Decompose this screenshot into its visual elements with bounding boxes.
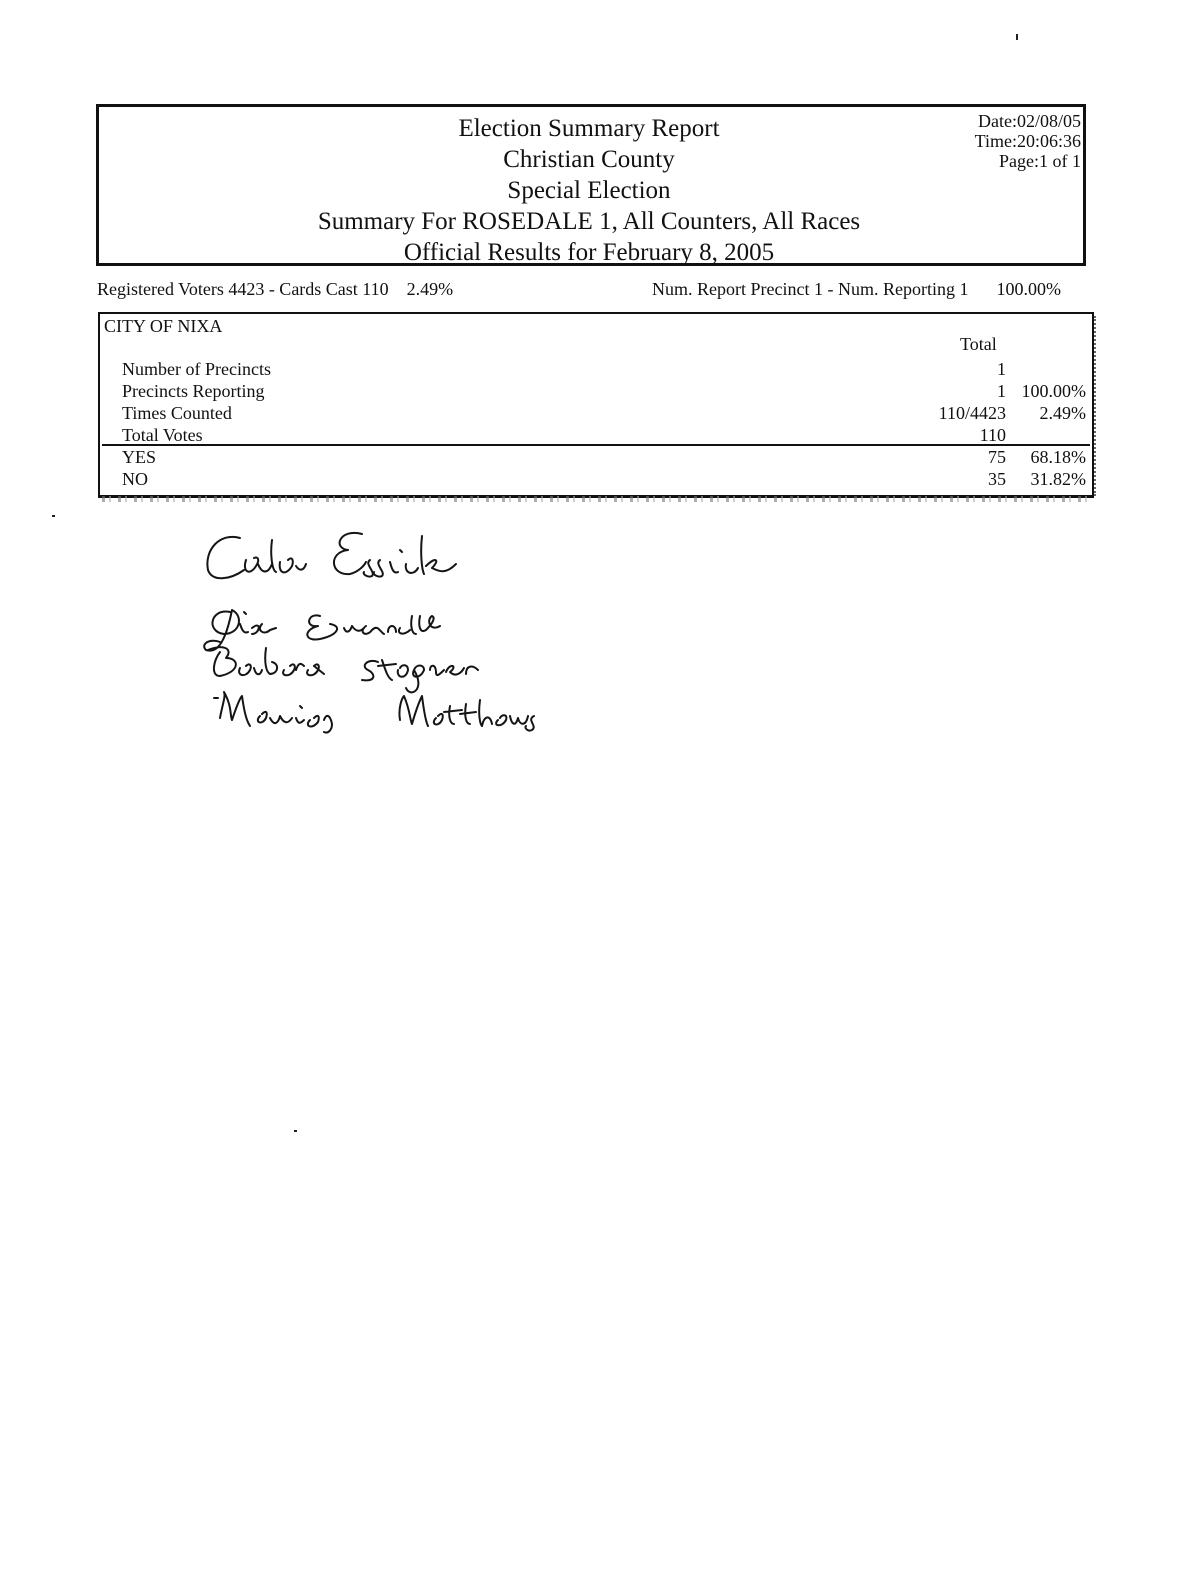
choice-label: NO	[122, 469, 148, 489]
stat-total: 1	[997, 359, 1006, 379]
signature-2	[204, 610, 440, 651]
stat-label: Number of Precincts	[122, 359, 271, 379]
choice-percent: 68.18%	[1030, 447, 1086, 467]
registered-voters-summary	[97, 278, 453, 300]
title-line-4: Summary For ROSEDALE 1, All Counters, All Races	[317, 208, 861, 235]
choice-total: 35	[988, 469, 1006, 489]
total-column-header: Total	[960, 334, 997, 354]
stat-percent: 100.00%	[1021, 381, 1086, 401]
choice-total: 75	[988, 447, 1006, 467]
reporting-percent: 100.00%	[996, 279, 1061, 299]
stat-label: Times Counted	[122, 403, 232, 423]
stat-label: Precincts Reporting	[122, 381, 265, 401]
report-time: Time:20:06:36	[974, 131, 1081, 151]
report-page: Page:1 of 1	[999, 151, 1081, 171]
report-date: Date:02/08/05	[978, 111, 1081, 131]
report-header	[96, 104, 1086, 266]
stat-row	[122, 358, 1086, 380]
stat-label: Total Votes	[122, 425, 203, 445]
title-line-5: Official Results for February 8, 2005	[403, 239, 775, 266]
choice-percent: 31.82%	[1030, 469, 1086, 489]
choice-row-no	[122, 468, 1086, 490]
choice-row-yes	[122, 446, 1086, 468]
turnout-percent: 2.49%	[406, 279, 454, 299]
signature-4	[214, 692, 534, 733]
title-line-1: Election Summary Report	[458, 115, 720, 142]
report-meta	[975, 111, 1081, 171]
stat-total: 110/4423	[938, 403, 1006, 423]
precinct-summary	[652, 278, 1061, 300]
stat-total: 110	[979, 425, 1006, 445]
scan-speck	[1016, 34, 1018, 40]
signature-3	[208, 647, 478, 692]
title-line-2: Christian County	[503, 146, 675, 173]
scan-edge-artifact	[1094, 316, 1100, 496]
scan-speck	[52, 515, 55, 517]
scan-speck	[294, 1130, 297, 1132]
race-results-table	[98, 312, 1094, 498]
choice-label: YES	[122, 447, 157, 467]
signature-block	[200, 520, 620, 750]
signature-1	[207, 533, 456, 578]
precinct-report-text: Num. Report Precinct 1 - Num. Reporting 1	[652, 279, 969, 299]
stat-row	[122, 402, 1086, 424]
stat-row	[122, 424, 1086, 446]
registered-voters-text: Registered Voters 4423 - Cards Cast 110	[97, 279, 389, 299]
stat-total: 1	[997, 381, 1006, 401]
stat-row	[122, 380, 1086, 402]
race-name: CITY OF NIXA	[104, 316, 223, 336]
report-title	[99, 113, 1083, 268]
title-line-3: Special Election	[507, 177, 671, 204]
scan-bottom-artifact	[102, 496, 1092, 502]
stat-percent: 2.49%	[1039, 403, 1086, 423]
